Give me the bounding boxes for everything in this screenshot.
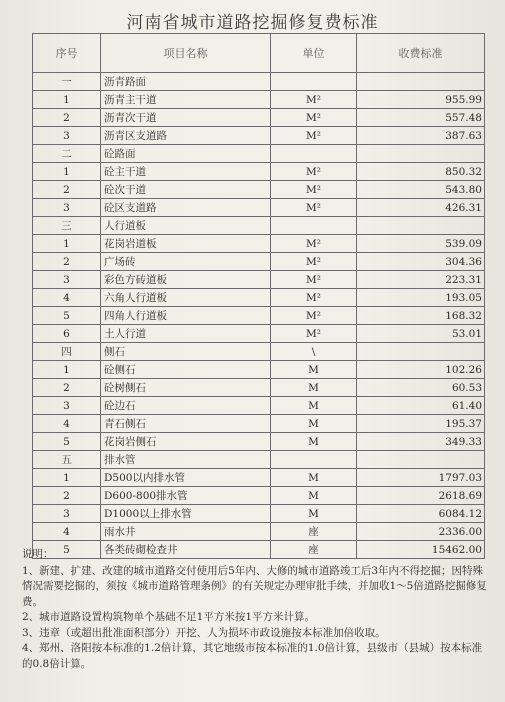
table-row — [33, 307, 485, 325]
row-fee: 543.80 — [357, 181, 485, 199]
row-unit: M — [271, 469, 357, 487]
row-unit: M² — [271, 109, 357, 127]
row-fee — [357, 73, 485, 91]
row-fee: 61.40 — [357, 397, 485, 415]
row-unit: M — [271, 415, 357, 433]
row-unit: M — [271, 433, 357, 451]
row-number: 4 — [33, 523, 101, 541]
row-unit: M — [271, 505, 357, 523]
notes-heading: 说明： — [22, 548, 54, 560]
note-item-4: 4、郑州、洛阳按本标准的1.2倍计算，其它地级市按本标准的1.0倍计算，县级市（县城）按本标准的0.8倍计算。 — [22, 642, 483, 670]
row-item-name: 青石侧石 — [101, 415, 271, 433]
row-fee: 557.48 — [357, 109, 485, 127]
row-unit: M² — [271, 199, 357, 217]
table-row — [33, 181, 485, 199]
row-fee — [357, 145, 485, 163]
row-number: 四 — [33, 343, 101, 361]
row-unit: M² — [271, 307, 357, 325]
table-row — [33, 235, 485, 253]
row-number: 1 — [33, 235, 101, 253]
row-number: 5 — [33, 541, 101, 559]
row-item-name: 排水管 — [101, 451, 271, 469]
row-unit: 座 — [271, 541, 357, 559]
row-fee — [357, 451, 485, 469]
row-number: 5 — [33, 307, 101, 325]
row-fee: 349.33 — [357, 433, 485, 451]
table-row — [33, 325, 485, 343]
row-fee: 539.09 — [357, 235, 485, 253]
row-fee — [357, 217, 485, 235]
table-row — [33, 127, 485, 145]
row-number: 4 — [33, 415, 101, 433]
row-number: 二 — [33, 145, 101, 163]
table-section-row — [33, 451, 485, 469]
row-number: 3 — [33, 505, 101, 523]
table-row — [33, 91, 485, 109]
table-row — [33, 163, 485, 181]
row-number: 三 — [33, 217, 101, 235]
table-body — [33, 73, 485, 559]
table-row — [33, 487, 485, 505]
row-fee: 426.31 — [357, 199, 485, 217]
row-unit: M — [271, 397, 357, 415]
row-number: 3 — [33, 127, 101, 145]
row-unit: M² — [271, 271, 357, 289]
row-item-name: 砼路面 — [101, 145, 271, 163]
row-number: 1 — [33, 163, 101, 181]
table-section-row — [33, 145, 485, 163]
row-item-name: 砼次干道 — [101, 181, 271, 199]
row-fee: 304.36 — [357, 253, 485, 271]
row-number: 2 — [33, 487, 101, 505]
header-name: 项目名称 — [101, 34, 271, 73]
table-section-row — [33, 73, 485, 91]
row-unit — [271, 451, 357, 469]
row-unit — [271, 145, 357, 163]
header-no: 序号 — [33, 34, 101, 73]
row-fee: 193.05 — [357, 289, 485, 307]
row-item-name: 彩色方砖道板 — [101, 271, 271, 289]
row-number: 2 — [33, 109, 101, 127]
header-unit: 单位 — [271, 34, 357, 73]
table-row — [33, 379, 485, 397]
row-item-name: 六角人行道板 — [101, 289, 271, 307]
row-number: 6 — [33, 325, 101, 343]
row-unit: M — [271, 379, 357, 397]
note-item-2: 2、城市道路设置构筑物单个基础不足1平方米按1平方米计算。 — [22, 611, 316, 623]
row-unit: M — [271, 487, 357, 505]
row-item-name: 沥青区支道路 — [101, 127, 271, 145]
notes-section — [22, 547, 488, 672]
table-row — [33, 469, 485, 487]
table-section-row — [33, 217, 485, 235]
row-number: 3 — [33, 397, 101, 415]
row-fee: 2336.00 — [357, 523, 485, 541]
row-fee: 955.99 — [357, 91, 485, 109]
row-fee: 6084.12 — [357, 505, 485, 523]
row-item-name: 侧石 — [101, 343, 271, 361]
row-unit: M² — [271, 163, 357, 181]
table-row — [33, 253, 485, 271]
table-row — [33, 271, 485, 289]
row-number: 4 — [33, 289, 101, 307]
row-fee: 387.63 — [357, 127, 485, 145]
row-item-name: 花岗岩道板 — [101, 235, 271, 253]
row-unit: M² — [271, 127, 357, 145]
row-unit: M² — [271, 181, 357, 199]
table-row — [33, 109, 485, 127]
row-fee: 102.26 — [357, 361, 485, 379]
row-item-name: 砼边石 — [101, 397, 271, 415]
table-row — [33, 505, 485, 523]
note-item-3: 3、违章（或超出批准面积部分）开挖、人为损坏市政设施按本标准加倍收取。 — [22, 626, 386, 639]
row-fee: 223.31 — [357, 271, 485, 289]
row-item-name: 广场砖 — [101, 253, 271, 271]
row-number: 2 — [33, 181, 101, 199]
row-item-name: 砼侧石 — [101, 361, 271, 379]
table-section-row — [33, 343, 485, 361]
row-fee: 168.32 — [357, 307, 485, 325]
row-item-name: D1000以上排水管 — [101, 505, 271, 523]
row-unit: \ — [271, 343, 357, 361]
row-number: 1 — [33, 361, 101, 379]
row-number: 1 — [33, 469, 101, 487]
table-row — [33, 523, 485, 541]
row-item-name: 各类砖砌检查井 — [101, 541, 271, 559]
row-item-name: 砼树侧石 — [101, 379, 271, 397]
row-unit: 座 — [271, 523, 357, 541]
row-fee: 195.37 — [357, 415, 485, 433]
row-fee: 1797.03 — [357, 469, 485, 487]
row-unit — [271, 73, 357, 91]
row-item-name: 四角人行道板 — [101, 307, 271, 325]
table-row — [33, 433, 485, 451]
row-item-name: 沥青次干道 — [101, 109, 271, 127]
row-item-name: 砼区支道路 — [101, 199, 271, 217]
row-fee — [357, 343, 485, 361]
document-title: 河南省城市道路挖掘修复费标准 — [126, 13, 379, 33]
row-unit — [271, 217, 357, 235]
row-fee: 2618.69 — [357, 487, 485, 505]
row-unit: M² — [271, 253, 357, 271]
row-unit: M² — [271, 289, 357, 307]
row-item-name: D500以内排水管 — [101, 469, 271, 487]
header-fee: 收费标准 — [357, 34, 485, 73]
row-fee: 15462.00 — [357, 541, 485, 559]
fee-table — [32, 33, 485, 559]
row-unit: M² — [271, 325, 357, 343]
row-number: 一 — [33, 73, 101, 91]
row-number: 五 — [33, 451, 101, 469]
row-unit: M² — [271, 235, 357, 253]
table-row — [33, 397, 485, 415]
row-fee: 60.53 — [357, 379, 485, 397]
table-row — [33, 361, 485, 379]
row-number: 3 — [33, 271, 101, 289]
table-row — [33, 415, 485, 433]
table-row — [33, 289, 485, 307]
row-number: 3 — [33, 199, 101, 217]
row-number: 5 — [33, 433, 101, 451]
row-item-name: 雨水井 — [101, 523, 271, 541]
row-item-name: 沥青路面 — [101, 73, 271, 91]
table-row — [33, 199, 485, 217]
row-fee: 53.01 — [357, 325, 485, 343]
row-item-name: D600-800排水管 — [101, 487, 271, 505]
row-item-name: 砼主干道 — [101, 163, 271, 181]
row-number: 2 — [33, 253, 101, 271]
row-item-name: 沥青主干道 — [101, 91, 271, 109]
row-item-name: 花岗岩侧石 — [101, 433, 271, 451]
row-item-name: 人行道板 — [101, 217, 271, 235]
row-unit: M — [271, 361, 357, 379]
row-number: 2 — [33, 379, 101, 397]
row-number: 1 — [33, 91, 101, 109]
row-unit: M² — [271, 91, 357, 109]
row-fee: 850.32 — [357, 163, 485, 181]
table-header-row — [33, 34, 485, 73]
note-item-1: 1、新建、扩建、改建的城市道路交付使用后5年内、大修的城市道路竣工后3年内不得挖掘；因特殊情况需要挖掘的，须按《城市道路管理条例》的有关规定办理审批手续，并加收1～5倍道路挖掘修复费。 — [22, 564, 487, 608]
row-item-name: 土人行道 — [101, 325, 271, 343]
